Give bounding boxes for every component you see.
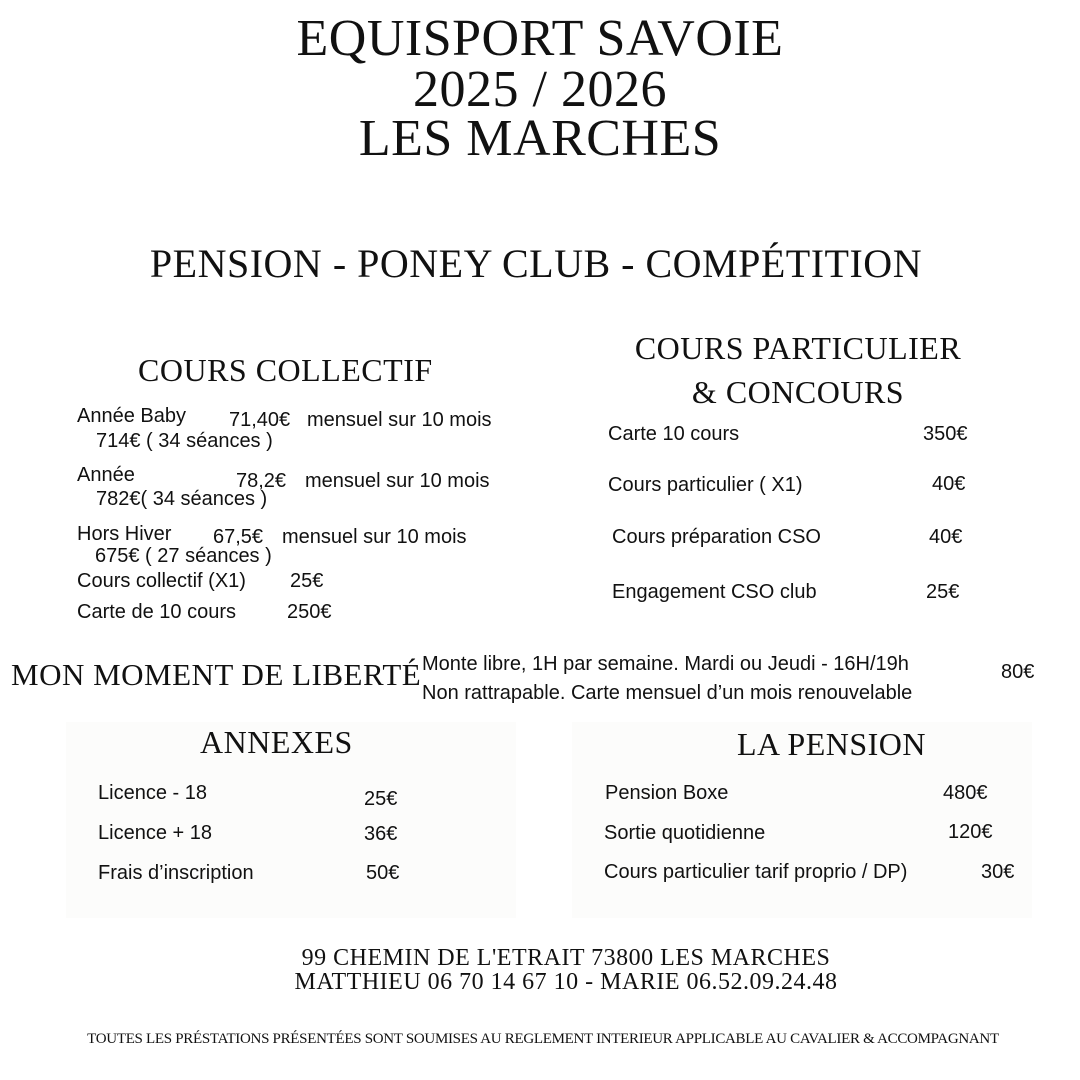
particulier-item-1-price: 40€ [932,473,966,495]
footer-address: 99 CHEMIN DE L'ETRAIT 73800 LES MARCHES [301,945,831,971]
collectif-item-2-name: Hors Hiver [77,523,172,545]
liberte-title: MON MOMENT DE LIBERTÉ [11,657,422,692]
footer-contacts: MATTHIEU 06 70 14 67 10 - MARIE 06.52.09.24.48 [294,969,838,995]
collectif-item-1-sub: 782€( 34 séances ) [96,488,268,510]
collectif-item-0-name: Année Baby [77,405,186,427]
collectif-item-0-sub: 714€ ( 34 séances ) [96,430,273,452]
annexes-item-0-price: 25€ [364,788,398,810]
cours-particulier-title-line-2: & CONCOURS [691,374,905,410]
particulier-item-3-name: Engagement CSO club [612,581,817,603]
annexes-item-1-price: 36€ [364,823,398,845]
collectif-item-3-price: 25€ [290,570,324,592]
annexes-item-2-price: 50€ [366,862,400,884]
particulier-item-1-name: Cours particulier ( X1) [608,474,803,496]
annexes-item-0-name: Licence - 18 [98,782,207,804]
collectif-item-2-price: 67,5€ [213,526,264,548]
particulier-item-2-price: 40€ [929,526,963,548]
collectif-item-4-price: 250€ [287,601,332,623]
collectif-item-2-sub: 675€ ( 27 séances ) [95,545,272,567]
liberte-line-1: Monte libre, 1H par semaine. Mardi ou Jeudi - 16H/19h [422,653,909,675]
pension-item-2-price: 30€ [981,861,1015,883]
annexes-item-2-name: Frais d’inscription [98,862,254,884]
cours-particulier-title-line-1: COURS PARTICULIER [634,330,962,366]
collectif-item-3-name: Cours collectif (X1) [77,570,246,592]
header-title-line-1: EQUISPORT SAVOIE [296,10,784,67]
cours-collectif-title: COURS COLLECTIF [138,352,433,388]
particulier-item-0-price: 350€ [923,423,968,445]
pension-item-0-name: Pension Boxe [605,782,729,804]
collectif-item-1-name: Année [77,464,135,486]
liberte-line-2: Non rattrapable. Carte mensuel d’un mois renouvelable [422,682,913,704]
collectif-item-0-note: mensuel sur 10 mois [307,409,492,431]
collectif-item-0-price: 71,40€ [229,409,291,431]
pension-item-1-price: 120€ [948,821,993,843]
header-title-line-3: LES MARCHES [358,110,722,167]
footer-legal-notice: TOUTES LES PRÉSTATIONS PRÉSENTÉES SONT SOUMISES AU REGLEMENT INTERIEUR APPLICABLE AU CAVALIER & ACCOMPAGNANT [87,1031,999,1047]
particulier-item-3-price: 25€ [926,581,960,603]
header-title-line-2: 2025 / 2026 [413,61,667,118]
annexes-item-1-name: Licence + 18 [98,822,212,844]
pension-title: LA PENSION [737,726,927,762]
pension-item-1-name: Sortie quotidienne [604,822,766,844]
page-subtitle: PENSION - PONEY CLUB - COMPÉTITION [149,241,923,286]
collectif-item-1-note: mensuel sur 10 mois [305,470,490,492]
collectif-item-1-price: 78,2€ [236,470,287,492]
annexes-title: ANNEXES [200,724,353,760]
pension-item-2-name: Cours particulier tarif proprio / DP) [604,861,908,883]
particulier-item-0-name: Carte 10 cours [608,423,740,445]
particulier-item-2-name: Cours préparation CSO [612,526,821,548]
collectif-item-2-note: mensuel sur 10 mois [282,526,467,548]
pension-item-0-price: 480€ [943,782,988,804]
liberte-price: 80€ [1001,661,1035,683]
collectif-item-4-name: Carte de 10 cours [77,601,236,623]
